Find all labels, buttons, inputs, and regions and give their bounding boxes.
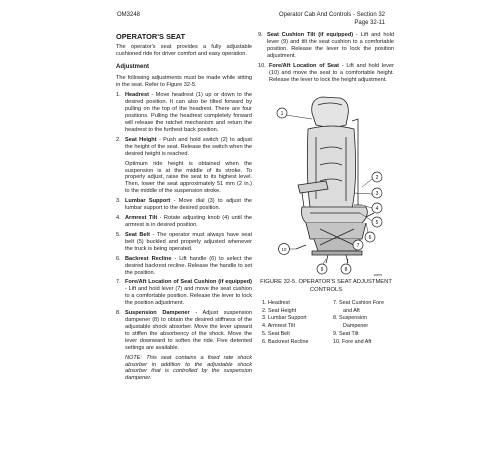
step-title: Seat Belt xyxy=(125,231,150,238)
legend-item: 3. Lumbar Support xyxy=(262,315,307,322)
callout-9: 9 xyxy=(320,267,324,274)
step-text: - Move headrest (1) up or down to the desired position. It can also be tilted forward by pulling on the top of the headrest. There are four positions. Pulling the headrest completely forward will release the ratchet mechanism and return the headrest to the furthest back position. xyxy=(125,92,252,133)
step-5 xyxy=(116,232,252,253)
legend-item: 4. Armrest Tilt xyxy=(262,323,295,330)
step-title: Fore/Aft Location of Seat xyxy=(269,62,340,69)
step-text: - Adjust suspension dampener (8) to obtain the desired stiffness of the adjustable shock absorber. Move the lever upward to stiffen the absorbency of the shock. Move the lever downward to soften the ride. Five detented settings are available. xyxy=(125,310,252,351)
step-number: 10. xyxy=(258,62,266,69)
step-text: - Lift and hold lever (7) and move the seat cushion to a comfortable position. Release the lever to lock the position adjustment. xyxy=(125,286,252,307)
ride-height-paragraph: Optimum ride height is obtained when the suspension is at the middle of its stroke. To properly adjust, raise the seat to its highest level. Then, lower the seat approximately 51 mm (2 in.) to the middle of the suspension stroke. xyxy=(125,160,252,195)
step-number: 2. xyxy=(116,136,121,143)
callout-6: 6 xyxy=(368,235,372,242)
step-number: 6. xyxy=(116,255,121,262)
step-3 xyxy=(116,198,252,212)
section-heading: OPERATOR'S SEAT xyxy=(116,32,186,41)
step-title: Backrest Recline xyxy=(125,255,172,262)
figure-legend xyxy=(258,300,394,346)
step-number: 1. xyxy=(116,92,121,99)
step-title: Fore/Aft Location of Seat Cushion (if equipped) xyxy=(125,279,252,286)
callout-5: 5 xyxy=(375,220,379,227)
step-8 xyxy=(116,310,252,352)
step-text: - Push and hold switch (2) to adjust the height of the seat. Release the switch when the desired height is reached. xyxy=(125,136,252,157)
step-2 xyxy=(116,137,252,158)
step-text: - Lift and hold lever (9) and tilt the seat cushion to a comfortable position. Release the lever to lock the position adjustment. xyxy=(267,32,394,59)
step-number: 8. xyxy=(116,310,121,317)
callout-8: 8 xyxy=(344,267,348,274)
callout-1: 1 xyxy=(280,111,284,118)
legend-item: 9. Seat Tilt xyxy=(333,330,359,337)
step-number: 3. xyxy=(116,198,121,205)
step-text: - Rotate adjusting knob (4) until the armrest is in desired position. xyxy=(125,215,252,228)
left-column xyxy=(116,32,252,382)
callout-4: 4 xyxy=(375,206,379,213)
legend-item: and Aft xyxy=(343,307,360,314)
callout-7: 7 xyxy=(356,243,360,250)
section-header xyxy=(279,12,385,27)
legend-item: 1. Headrest xyxy=(262,299,290,306)
step-number: 4. xyxy=(116,215,121,222)
step-4 xyxy=(116,215,252,229)
legend-item: 6. Backrest Recline xyxy=(262,338,309,345)
right-column xyxy=(258,32,394,345)
step-10 xyxy=(258,63,394,84)
step-number: 7. xyxy=(116,279,121,286)
adjustment-intro: The following adjustments must be made while sitting in the seat. Refer to Figure 32-5. xyxy=(116,75,252,89)
step-6 xyxy=(116,256,252,277)
caption-line-1: FIGURE 32-5. OPERATOR'S SEAT ADJUSTMENT xyxy=(260,279,392,286)
step-number: 9. xyxy=(258,32,263,38)
figure-caption xyxy=(258,279,394,293)
page-number: Page 32-11 xyxy=(354,19,385,26)
legend-item: 7. Seat Cushion Fore xyxy=(333,299,384,306)
step-number: 5. xyxy=(116,231,121,238)
doc-code: OM3248 xyxy=(117,12,141,18)
step-title: Lumbar Support xyxy=(125,198,171,205)
legend-item: Dampener xyxy=(343,323,369,330)
shock-absorber-note: NOTE: This seat contains a fixed rate shock absorber in addition to the adjustable shock absorber that is controlled by the suspension dampener. xyxy=(125,354,252,382)
callout-2: 2 xyxy=(375,175,379,182)
step-text: - Move dial (3) to adjust the lumbar support to the desired position. xyxy=(125,198,252,212)
step-text: - Lift and hold lever (10) and move the seat to a comfortable height. Release the lever to lock the height adjustment. xyxy=(269,62,394,83)
callout-3: 3 xyxy=(375,191,379,198)
caption-line-2: CONTROLS xyxy=(309,286,343,293)
legend-item: 2. Seat Height xyxy=(262,307,297,314)
step-title: Headrest xyxy=(125,92,149,99)
seat-figure xyxy=(262,89,386,277)
legend-item: 5. Seat Belt xyxy=(262,330,290,337)
step-title: Seat Height xyxy=(125,136,157,143)
adjustment-heading: Adjustment xyxy=(116,64,149,71)
step-title: Suspension Dampener xyxy=(125,310,190,317)
step-title: Seat Cushion Tilt (if equipped) xyxy=(267,32,354,38)
step-text: - The operator must always have seat belt (5) buckled and properly adjusted whenever the truck is being operated. xyxy=(125,231,253,252)
callout-10: 10 xyxy=(281,247,287,253)
step-title: Armrest Tilt xyxy=(125,215,158,222)
figure-code: 30875 xyxy=(373,272,382,277)
step-9 xyxy=(258,32,394,60)
intro-paragraph: The operator's seat provides a fully adjustable cushioned ride for driver comfort and easy operation. xyxy=(116,44,252,58)
step-1 xyxy=(116,92,252,134)
legend-item: 8. Suspension xyxy=(333,315,368,322)
step-text: - Lift handle (6) to select the desired backrest recline. Release the handle to set the position. xyxy=(125,255,252,276)
section-title: Operator Cab And Controls - Section 32 xyxy=(278,12,385,18)
step-7 xyxy=(116,279,252,307)
seat-illustration xyxy=(262,89,386,277)
legend-item: 10. Fore and Aft xyxy=(333,338,372,345)
